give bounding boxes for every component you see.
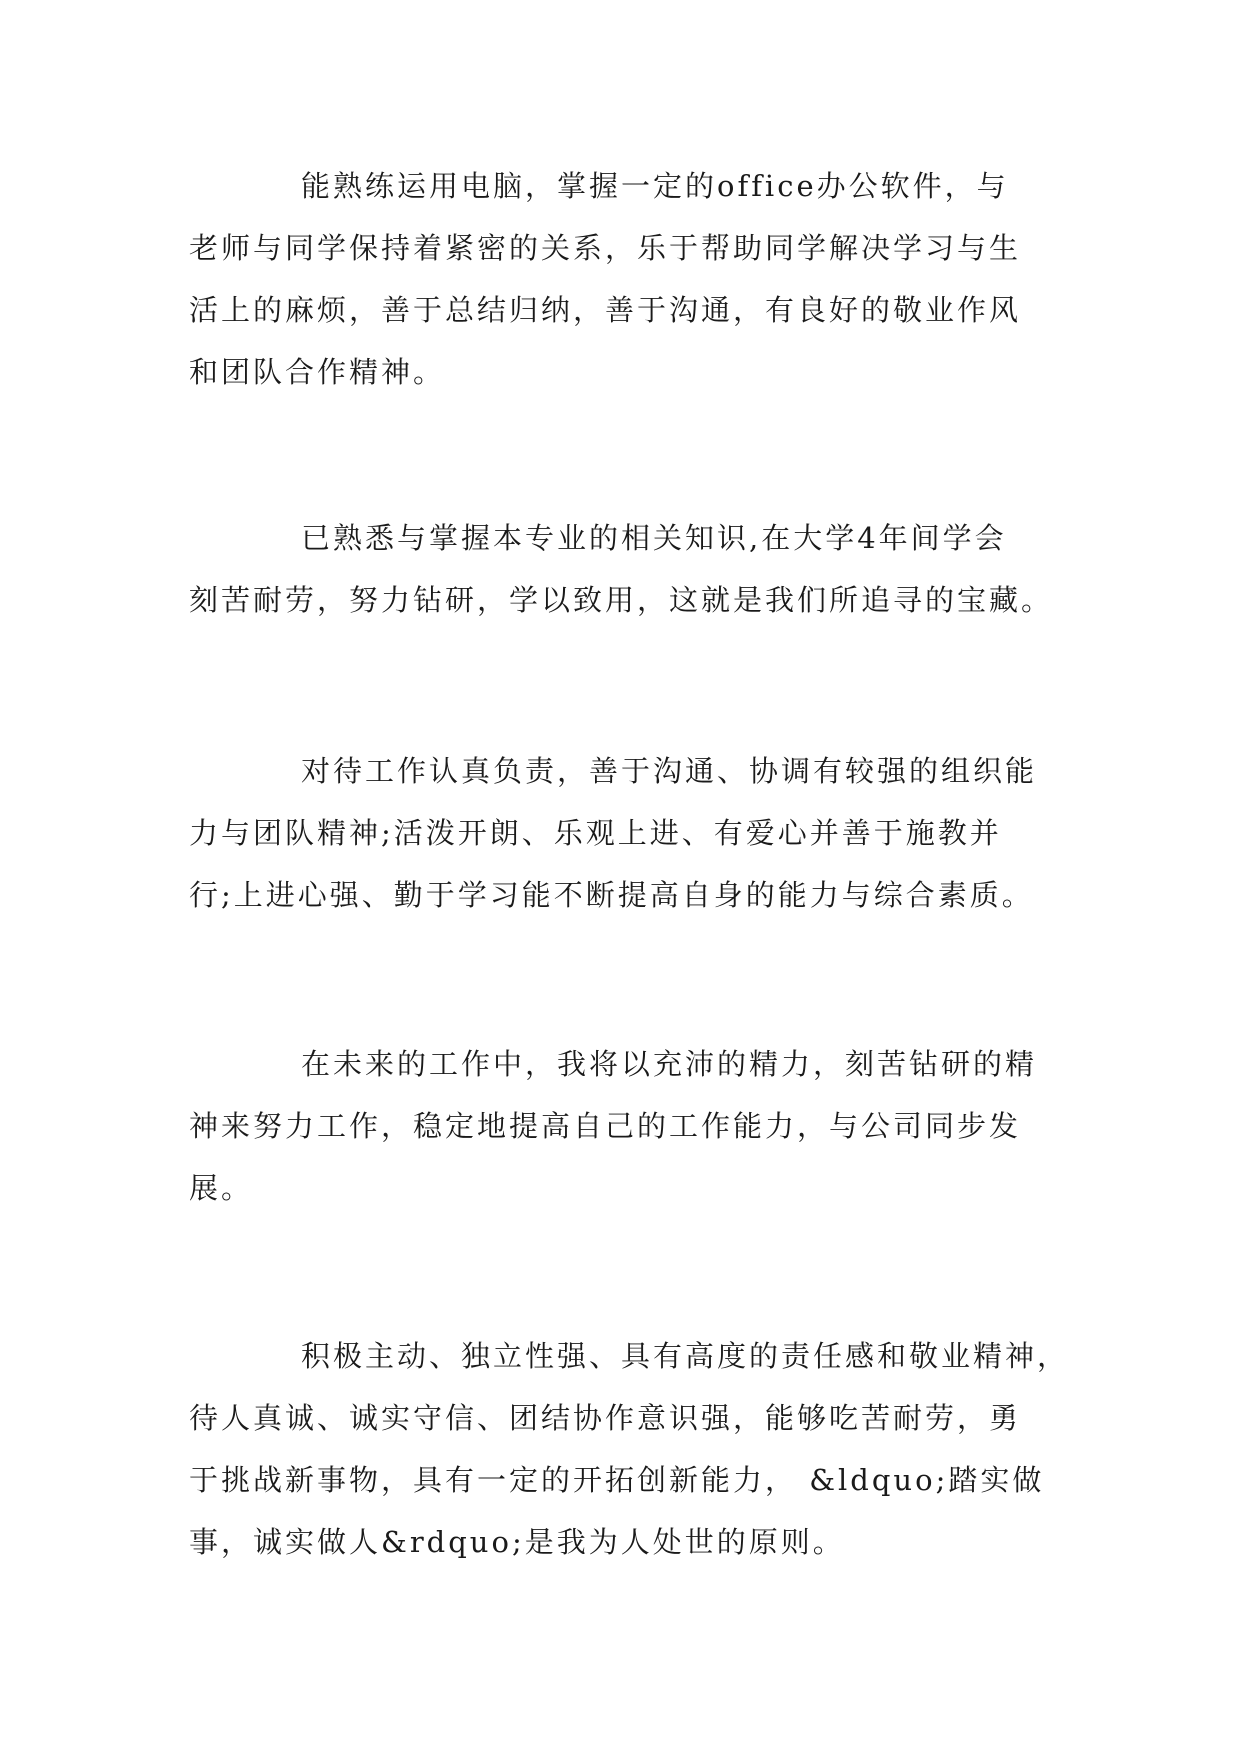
paragraph-line: 和团队合作精神。 bbox=[189, 355, 446, 389]
paragraph-line: 积极主动、独立性强、具有高度的责任感和敬业精神， bbox=[301, 1339, 1070, 1373]
paragraph-line: 对待工作认真负责，善于沟通、协调有较强的组织能 bbox=[301, 754, 1038, 788]
paragraph-line: 事，诚实做人&rdquo;是我为人处世的原则。 bbox=[189, 1525, 845, 1559]
paragraph-line: 力与团队精神;活泼开朗、乐观上进、有爱心并善于施教并 bbox=[189, 816, 1002, 850]
paragraph-line: 于挑战新事物，具有一定的开拓创新能力， &ldquo;踏实做 bbox=[189, 1463, 1045, 1497]
paragraph-line: 神来努力工作，稳定地提高自己的工作能力，与公司同步发 bbox=[189, 1109, 1022, 1143]
paragraph-line: 展。 bbox=[189, 1171, 254, 1205]
paragraph-personal-qualities bbox=[189, 1325, 1070, 1573]
paragraph-line: 已熟悉与掌握本专业的相关知识,在大学4年间学会 bbox=[301, 521, 1007, 555]
paragraph-future-work bbox=[189, 1033, 1059, 1219]
paragraph-line: 活上的麻烦，善于总结归纳，善于沟通，有良好的敬业作风 bbox=[189, 293, 1022, 327]
paragraph-line: 老师与同学保持着紧密的关系，乐于帮助同学解决学习与生 bbox=[189, 231, 1022, 265]
paragraph-line: 在未来的工作中，我将以充沛的精力，刻苦钻研的精 bbox=[301, 1047, 1038, 1081]
paragraph-line: 行;上进心强、勤于学习能不断提高自身的能力与综合素质。 bbox=[189, 878, 1034, 912]
paragraph-computer-skills bbox=[189, 155, 1059, 403]
paragraph-line: 待人真诚、诚实守信、团结协作意识强，能够吃苦耐劳，勇 bbox=[189, 1401, 1022, 1435]
paragraph-line: 能熟练运用电脑，掌握一定的office办公软件，与 bbox=[301, 169, 1009, 203]
paragraph-work-attitude bbox=[189, 740, 1059, 926]
paragraph-line: 刻苦耐劳，努力钻研，学以致用，这就是我们所追寻的宝藏。 bbox=[189, 583, 1054, 617]
paragraph-professional-knowledge bbox=[189, 507, 1059, 631]
